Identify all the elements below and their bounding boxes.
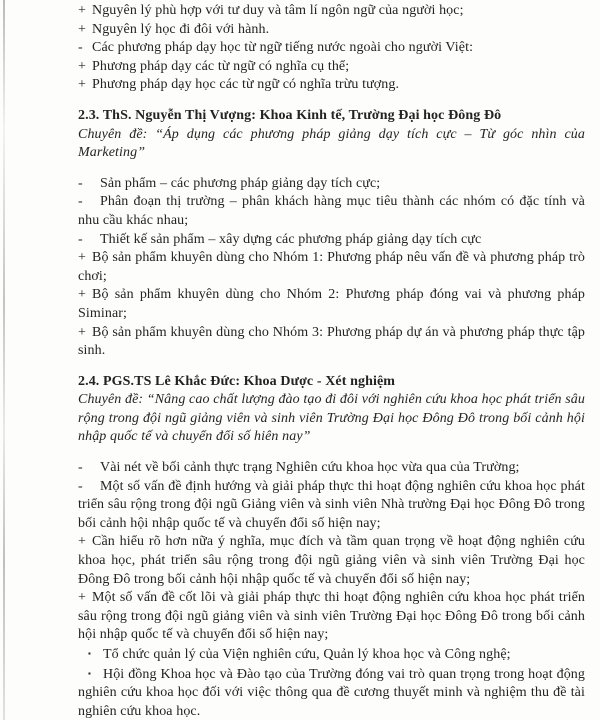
- list-item-text: Các phương pháp dạy học từ ngữ tiếng nước ngoài cho người Việt:: [92, 40, 474, 56]
- list-item: [78, 665, 585, 720]
- dash-marker: -: [78, 478, 83, 494]
- plus-marker: +: [78, 287, 86, 303]
- list-item-text: Bộ sản phẩm khuyên dùng cho Nhóm 2: Phương pháp đóng vai và phương pháp Siminar;: [78, 287, 585, 321]
- list-item: [78, 2, 585, 21]
- scan-edge-artifact: [3, 0, 5, 720]
- list-item-text: Hội đồng Khoa học và Đào tạo của Trường đóng vai trò quan trọng trong hoạt động nghiên cứu khoa học đối với việc thông qua đề cương thuyết minh và nghiệm thu đề tài nghiên cứu khoa học.: [78, 666, 585, 719]
- list-item: [78, 286, 585, 323]
- list-item-text: Thiết kế sản phẩm – xây dựng các phương pháp giảng dạy tích cực: [100, 231, 482, 247]
- section-spacer: [78, 361, 585, 373]
- list-item: [78, 39, 585, 58]
- section-heading: 2.3. ThS. Nguyễn Thị Vượng: Khoa Kinh tế, Trường Đại học Đông Đô: [78, 107, 502, 123]
- list-item: [78, 533, 585, 589]
- list-item-text: Vài nét về bối cảnh thực trạng Nghiên cứu khoa học vừa qua của Trường;: [100, 460, 520, 476]
- list-item-text: Phương pháp dạy học các từ ngữ có nghĩa trừu tượng.: [92, 77, 400, 93]
- list-item: [78, 175, 585, 194]
- list-item-text: Phương pháp dạy các từ ngữ có nghĩa cụ thể;: [92, 58, 350, 74]
- dash-marker: -: [78, 231, 83, 247]
- section-spacer: [78, 447, 585, 459]
- square-bullet-marker: ▪: [88, 649, 91, 658]
- list-item: [78, 645, 585, 665]
- list-item-text: Nguyên lý học đi đôi với hành.: [92, 21, 270, 37]
- plus-marker: +: [78, 21, 86, 37]
- section-spacer: [78, 163, 585, 175]
- list-item-text: Phân đoạn thị trường – phân khách hàng mục tiêu thành các nhóm có đặc tính và nhu cầu khác nhau;: [78, 194, 585, 228]
- square-bullet-marker: ▪: [88, 668, 91, 678]
- list-item-text: Tổ chức quản lý của Viện nghiên cứu, Quản lý khoa học và Công nghệ;: [103, 647, 511, 662]
- list-item-text: Bộ sản phẩm khuyên dùng cho Nhóm 3: Phương pháp dự án và phương pháp thực tập sinh.: [78, 324, 585, 359]
- document-content: [78, 2, 585, 720]
- plus-marker: +: [78, 250, 86, 266]
- list-item: [78, 324, 585, 361]
- list-item-text: Một số vấn đề định hướng và giải pháp thực thi hoạt động nghiên cứu khoa học phát triển sâu rộng trong đội ngũ Giảng viên và sinh viên Nhà trường Đại học Đông Đô trong bối cảnh hội nhập quốc tế và chuyển đổi số hiện nay;: [78, 478, 585, 531]
- list-item-text: Cần hiểu rõ hơn nữa ý nghĩa, mục đích và tầm quan trọng về hoạt động nghiên cứu khoa học, phát triển sâu rộng trong đội ngũ giảng viên và sinh viên Trường Đại học Đông Đô trong bối cảnh hội nhập quốc tế và chuyển đổi số hiện nay;: [78, 534, 585, 587]
- plus-marker: +: [78, 58, 86, 74]
- list-item: [78, 249, 585, 286]
- section-heading: 2.4. PGS.TS Lê Khắc Đức: Khoa Dược - Xét nghiệm: [78, 373, 396, 389]
- list-item-text: Sản phẩm – các phương pháp giảng dạy tích cực;: [100, 175, 381, 191]
- list-item: [78, 231, 585, 250]
- list-item-text: Bộ sản phẩm khuyên dùng cho Nhóm 1: Phương pháp nêu vấn đề và phương pháp trò chơi;: [78, 250, 585, 284]
- list-item: [78, 21, 585, 40]
- list-item: [78, 459, 585, 478]
- plus-marker: +: [78, 324, 86, 340]
- list-item: [78, 193, 585, 230]
- dash-marker: -: [78, 40, 83, 56]
- topic-line: Chuyên đề: “Áp dụng các phương pháp giảng dạy tích cực – Từ góc nhìn của Marketing”: [78, 126, 585, 161]
- list-item: [78, 478, 585, 534]
- dash-marker: -: [78, 460, 83, 476]
- list-item-text: Nguyên lý phù hợp với tư duy và tâm lí ngôn ngữ của người học;: [92, 3, 464, 18]
- plus-marker: +: [78, 590, 86, 606]
- dash-marker: -: [78, 175, 83, 191]
- plus-marker: +: [78, 3, 86, 18]
- dash-marker: -: [78, 194, 83, 210]
- plus-marker: +: [78, 77, 86, 93]
- list-item: [78, 58, 585, 77]
- topic-line: Chuyên đề: “Nâng cao chất lượng đào tạo đi đôi với nghiên cứu khoa học phát triển sâu rộng trong đội ngũ giảng viên và sinh viên Trường Đại học Đông Đô trong bối cảnh hội nhập quốc tế và chuyển đổi số hiên nay”: [78, 392, 585, 445]
- section-spacer: [78, 95, 585, 107]
- list-item: [78, 589, 585, 645]
- plus-marker: +: [78, 534, 86, 550]
- list-item: [78, 76, 585, 95]
- list-item-text: Một số vấn đề cốt lõi và giải pháp thực thi hoạt động nghiên cứu khoa học phát triển sâu rộng trong đội ngũ giảng viên và sinh viên Trường Đại học Đông Đô trong bối cảnh hội nhập quốc tế và chuyển đổi số hiện nay;: [78, 590, 585, 643]
